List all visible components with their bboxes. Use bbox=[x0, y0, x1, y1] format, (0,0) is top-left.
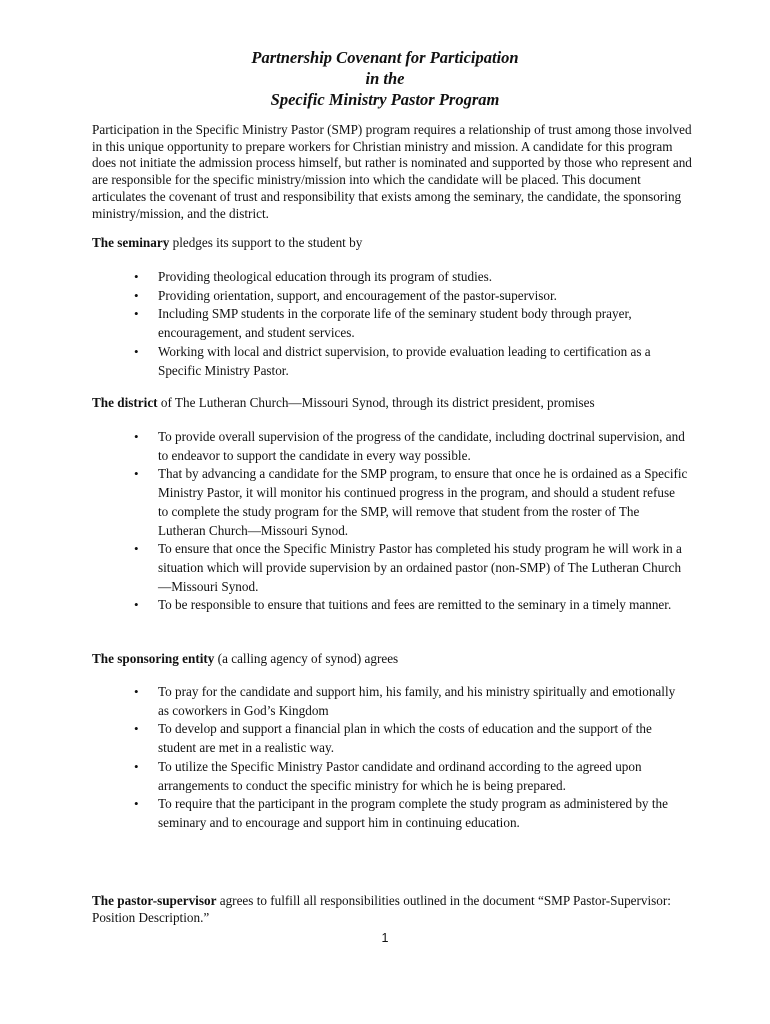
bullet-icon: • bbox=[134, 269, 139, 284]
list-item-text: To pray for the candidate and support him, his family, and his ministry spiritually and emotionally as coworkers in God’s Kingdom bbox=[158, 684, 676, 718]
list-item bbox=[134, 720, 688, 757]
bullet-icon: • bbox=[134, 287, 139, 303]
title-line-3: Specific Ministry Pastor Program bbox=[270, 90, 500, 109]
list-item bbox=[134, 305, 688, 342]
bullet-icon: • bbox=[134, 684, 139, 699]
list-item bbox=[134, 758, 688, 795]
list-item-text: Working with local and district supervision, to provide evaluation leading to certification as a Specific Ministry Pastor. bbox=[158, 343, 651, 378]
list-item bbox=[134, 343, 688, 380]
bullet-icon: • bbox=[134, 597, 139, 613]
bullet-icon: • bbox=[134, 429, 139, 444]
seminary-heading-rest: pledges its support to the student by bbox=[169, 235, 363, 250]
list-item bbox=[134, 795, 688, 832]
sponsoring-heading bbox=[92, 650, 692, 667]
pastor-supervisor-paragraph bbox=[92, 892, 692, 926]
title-line-1: Partnership Covenant for Participation bbox=[251, 48, 519, 67]
bullet-icon: • bbox=[134, 466, 139, 482]
list-item bbox=[134, 465, 688, 540]
list-item-text: To develop and support a financial plan in which the costs of education and the support of the student are met in a realistic way. bbox=[158, 721, 652, 756]
district-heading-bold: The district bbox=[92, 395, 158, 410]
list-item-text: To provide overall supervision of the progress of the candidate, including doctrinal supervision, and to endeavor to support the candidate in every way possible. bbox=[158, 429, 685, 463]
seminary-list bbox=[134, 268, 688, 380]
list-item bbox=[134, 428, 688, 465]
list-item-text: To be responsible to ensure that tuitions and fees are remitted to the seminary in a timely manner. bbox=[158, 597, 672, 613]
list-item bbox=[134, 268, 688, 287]
bullet-icon: • bbox=[134, 758, 139, 774]
bullet-icon: • bbox=[134, 343, 139, 359]
pastor-supervisor-heading-bold: The pastor-supervisor bbox=[92, 893, 217, 908]
pastor-supervisor-heading-rest: agrees to fulfill all responsibilities outlined in the document “SMP Pastor-Supervisor: Position Description.” bbox=[92, 893, 671, 925]
intro-paragraph: Participation in the Specific Ministry Pastor (SMP) program requires a relationship of trust among those involved in this unique opportunity to prepare workers for Christian ministry and mission. A candidate for this program does not initiate the admission process himself, but rather is nominated and supported by those who represent and are responsible for the specific ministry/mission into which the candidate will be placed. This document articulates the covenant of trust and responsibility that exists among the seminary, the candidate, the sponsoring ministry/mission, and the district. bbox=[92, 122, 692, 221]
list-item-text: Providing orientation, support, and encouragement of the pastor-supervisor. bbox=[158, 287, 557, 303]
bullet-icon: • bbox=[134, 796, 139, 812]
list-item-text: To ensure that once the Specific Ministry Pastor has completed his study program he will work in a situation which will provide supervision by an ordained pastor (non-SMP) of The Lutheran Church—Missouri Synod. bbox=[158, 541, 682, 594]
bullet-icon: • bbox=[134, 306, 139, 322]
list-item bbox=[134, 287, 688, 306]
district-heading-rest: of The Lutheran Church—Missouri Synod, through its district president, promises bbox=[157, 395, 595, 410]
page-number: 1 bbox=[381, 931, 389, 945]
sponsoring-list bbox=[134, 683, 688, 833]
district-heading bbox=[92, 394, 692, 411]
title-line-2: in the bbox=[365, 69, 405, 88]
list-item-text: To require that the participant in the program complete the study program as administered by the seminary and to encourage and support him in continuing education. bbox=[158, 796, 668, 830]
list-item-text: To utilize the Specific Ministry Pastor candidate and ordinand according to the agreed upon arrangements to conduct the specific ministry for which he is being prepared. bbox=[158, 758, 642, 793]
list-item-text: Including SMP students in the corporate life of the seminary student body through prayer, encouragement, and student services. bbox=[158, 306, 632, 341]
list-item-text: That by advancing a candidate for the SMP program, to ensure that once he is ordained as a Specific Ministry Pastor, it will monitor his continued progress in the program, and should a student refuse to complete the study program for the SMP, will remove that student from the roster of The Lutheran Church—Missouri Synod. bbox=[158, 466, 688, 538]
list-item bbox=[134, 540, 688, 596]
sponsoring-heading-rest: (a calling agency of synod) agrees bbox=[214, 651, 399, 666]
bullet-icon: • bbox=[134, 721, 139, 737]
list-item-text: Providing theological education through its program of studies. bbox=[158, 269, 493, 284]
bullet-icon: • bbox=[134, 541, 139, 557]
sponsoring-heading-bold: The sponsoring entity bbox=[92, 651, 215, 666]
list-item bbox=[134, 596, 688, 615]
list-item bbox=[134, 683, 688, 720]
district-list bbox=[134, 428, 688, 615]
seminary-heading bbox=[92, 234, 692, 251]
seminary-heading-bold: The seminary bbox=[92, 235, 170, 250]
document-title bbox=[0, 47, 770, 110]
